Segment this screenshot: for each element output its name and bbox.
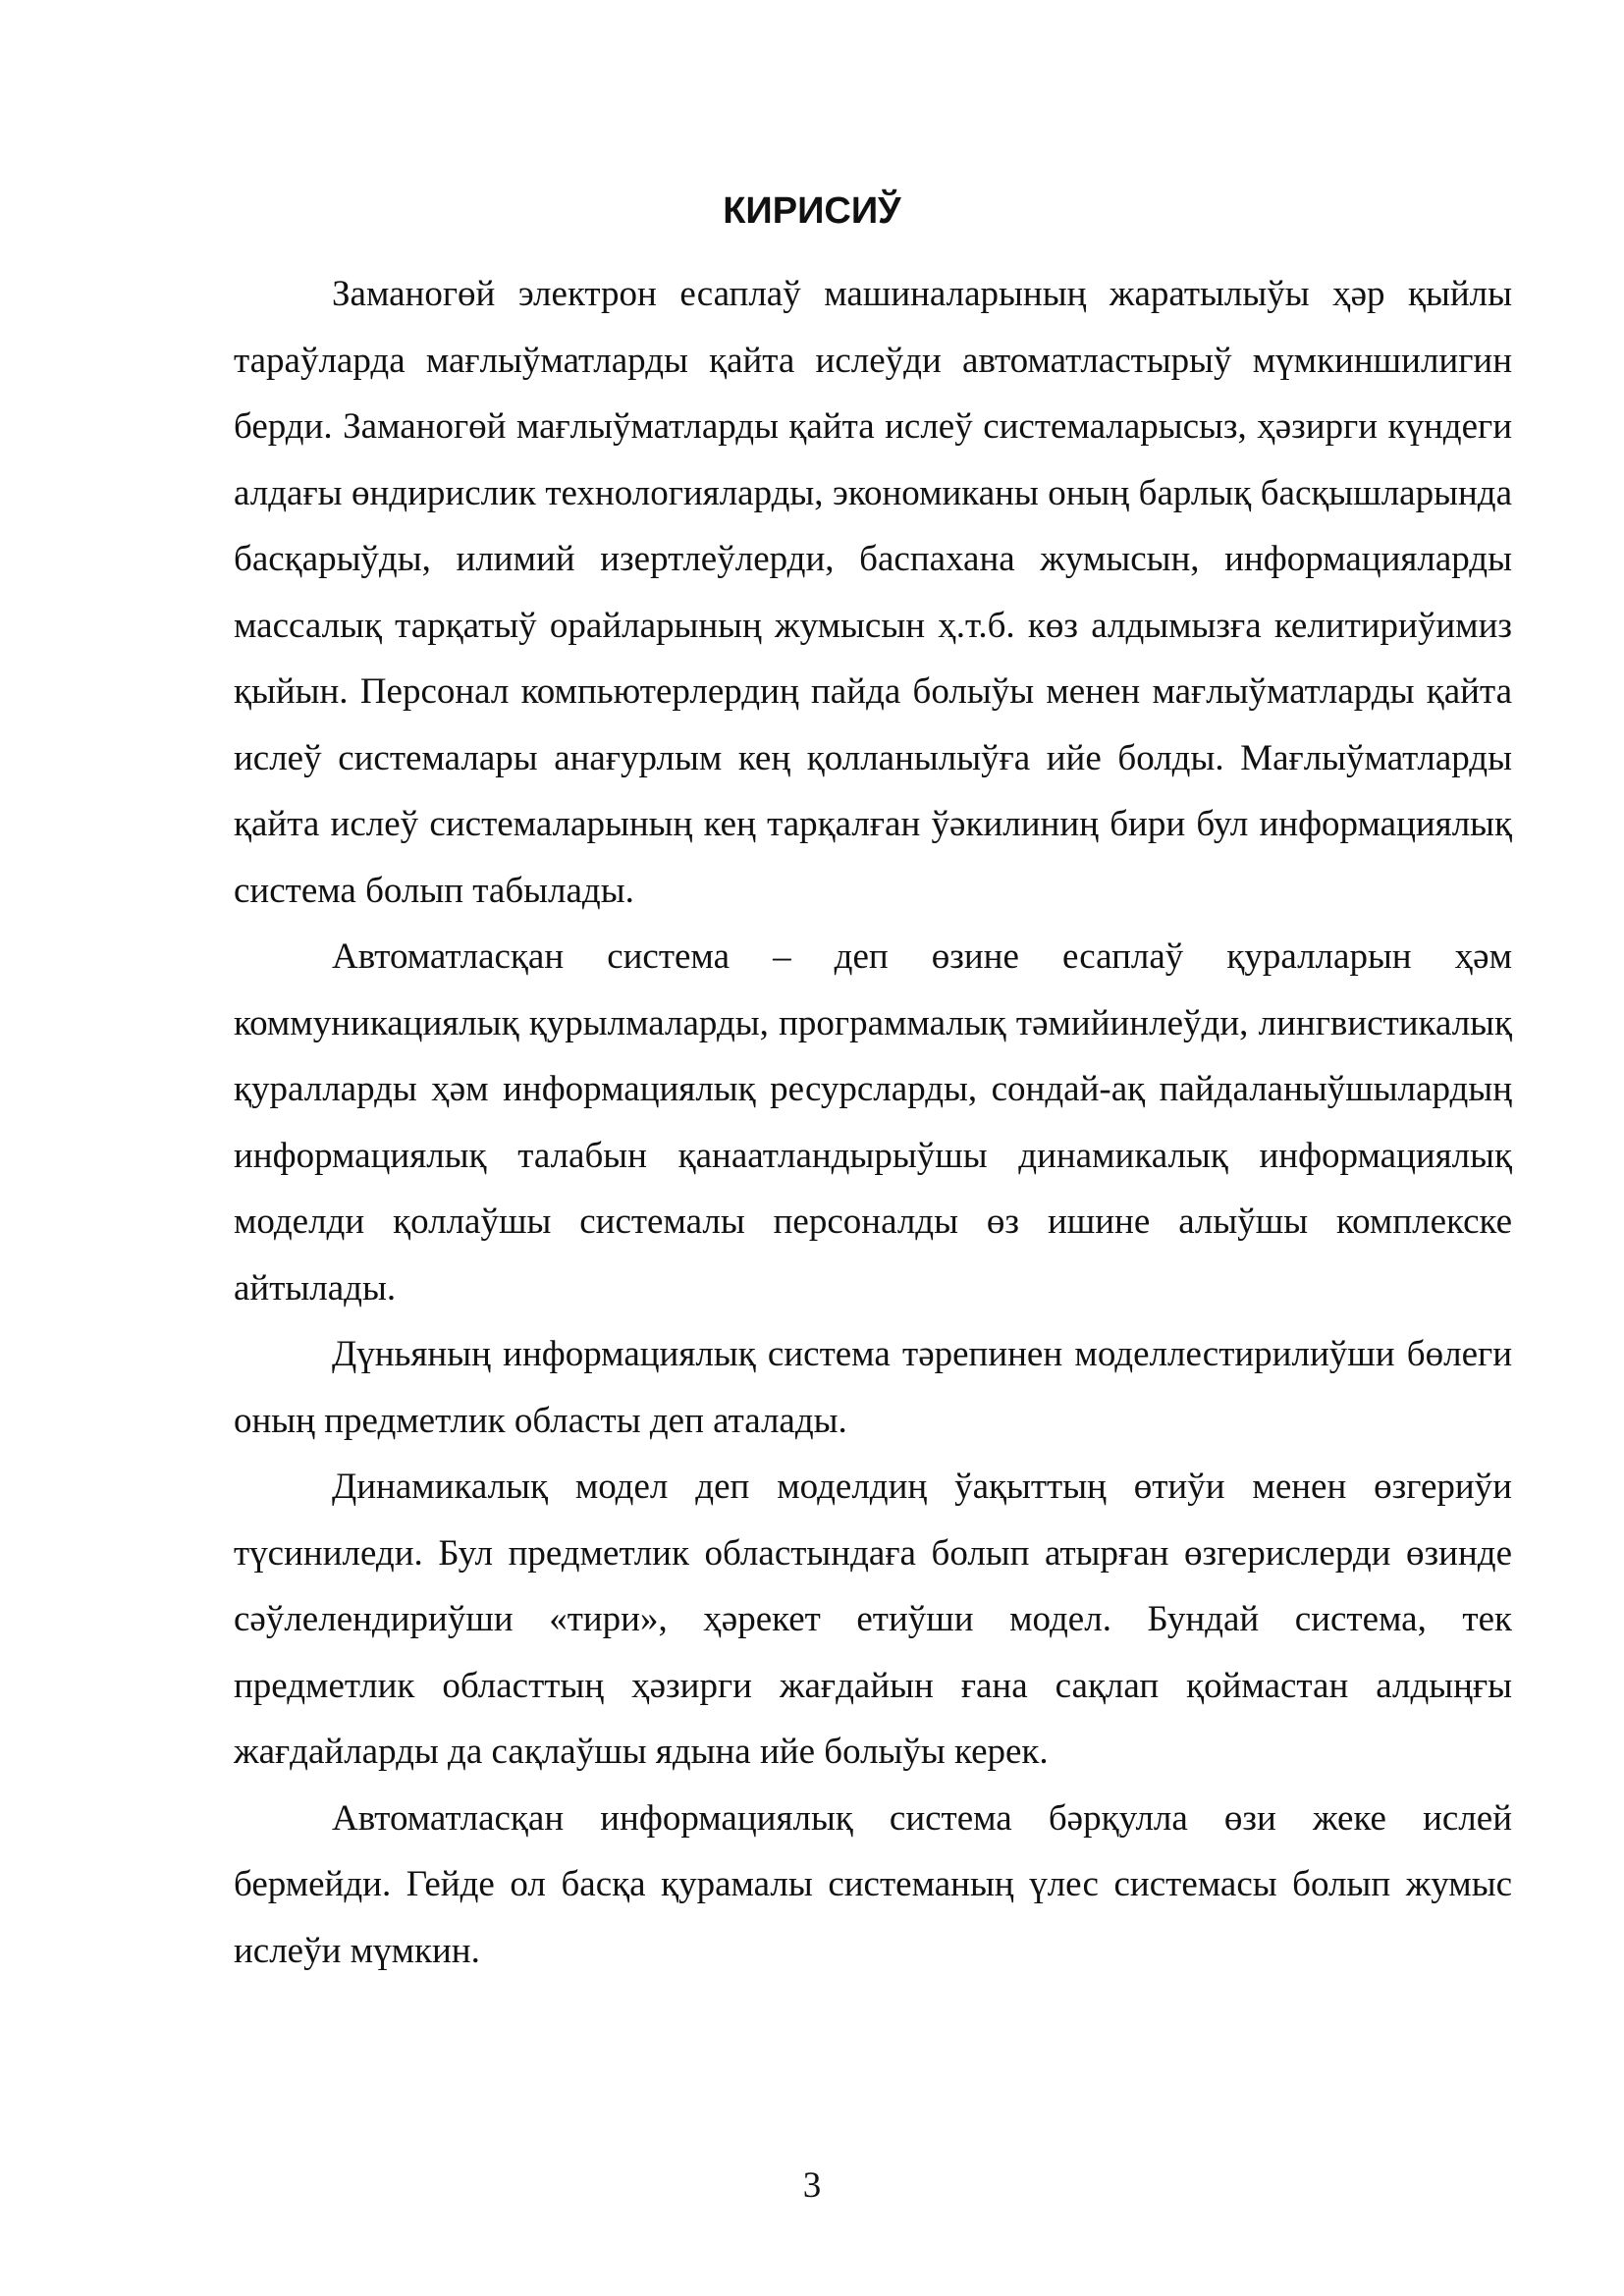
paragraph-4: Динамикалық модел деп моделдиң ўақыттың өтиўи менен өзгериўи түсиниледи. Бул предметлик областындаға болып атырған өзгерислерди өзинде сәўлелендириўши «тири», ҳәрекет етиўши модел. Бундай система, тек предметлик областтың ҳәзирги жағдайын ғана сақлап қоймастан алдыңғы жағдайларды да сақлаўшы ядына ийе болыўы керек. <box>234 1467 1512 1772</box>
page-title: КИРИСИЎ <box>723 190 901 232</box>
paragraph-2: Автоматласқан система – деп өзине есаплаў қуралларын ҳәм коммуникациялық қурылмаларды, программалық тәмийинлеўди, лингвистикалық қуралларды ҳәм информациялық ресурсларды, сондай-ақ пайдаланыўшылардың информациялық талабын қанаатландырыўшы динамикалық информациялық моделди қоллаўшы системалы персоналды өз ишине алыўшы комплекске айтылады. <box>234 936 1512 1308</box>
body-text <box>234 261 1512 1984</box>
paragraph-3: Дүньяның информациялық система тәрепинен моделлестирилиўши бөлеги оның предметлик областы деп аталады. <box>234 1334 1512 1441</box>
paragraph-5: Автоматласқан информациялық система бәрқулла өзи жеке ислей бермейди. Гейде ол басқа қурамалы системаның үлес системасы болып жумыс ислеўи мүмкин. <box>234 1797 1512 1971</box>
paragraph-1: Заманогөй электрон есаплаў машиналарының жаратылыўы ҳәр қыйлы тараўларда мағлыўматларды қайта ислеўди автоматластырыў мүмкиншилигин берди. Заманогөй мағлыўматларды қайта ислеў системаларысыз, ҳәзирги күндеги алдағы өндирислик технологияларды, экономиканы оның барлық басқышларында басқарыўды, илимий изертлеўлерди, баспахана жумысын, информацияларды массалық тарқатыў орайларының жумысын ҳ.т.б. көз алдымызға келитириўимиз қыйын. Персонал компьютерлердиң пайда болыўы менен мағлыўматларды қайта ислеў системалары анағурлым кең қолланылыўға ийе болды. Мағлыўматларды қайта ислеў системаларының кең тарқалған ўәкилиниң бири бул информациялық система болып табылады. <box>234 274 1512 911</box>
page-number: 3 <box>802 2165 822 2206</box>
